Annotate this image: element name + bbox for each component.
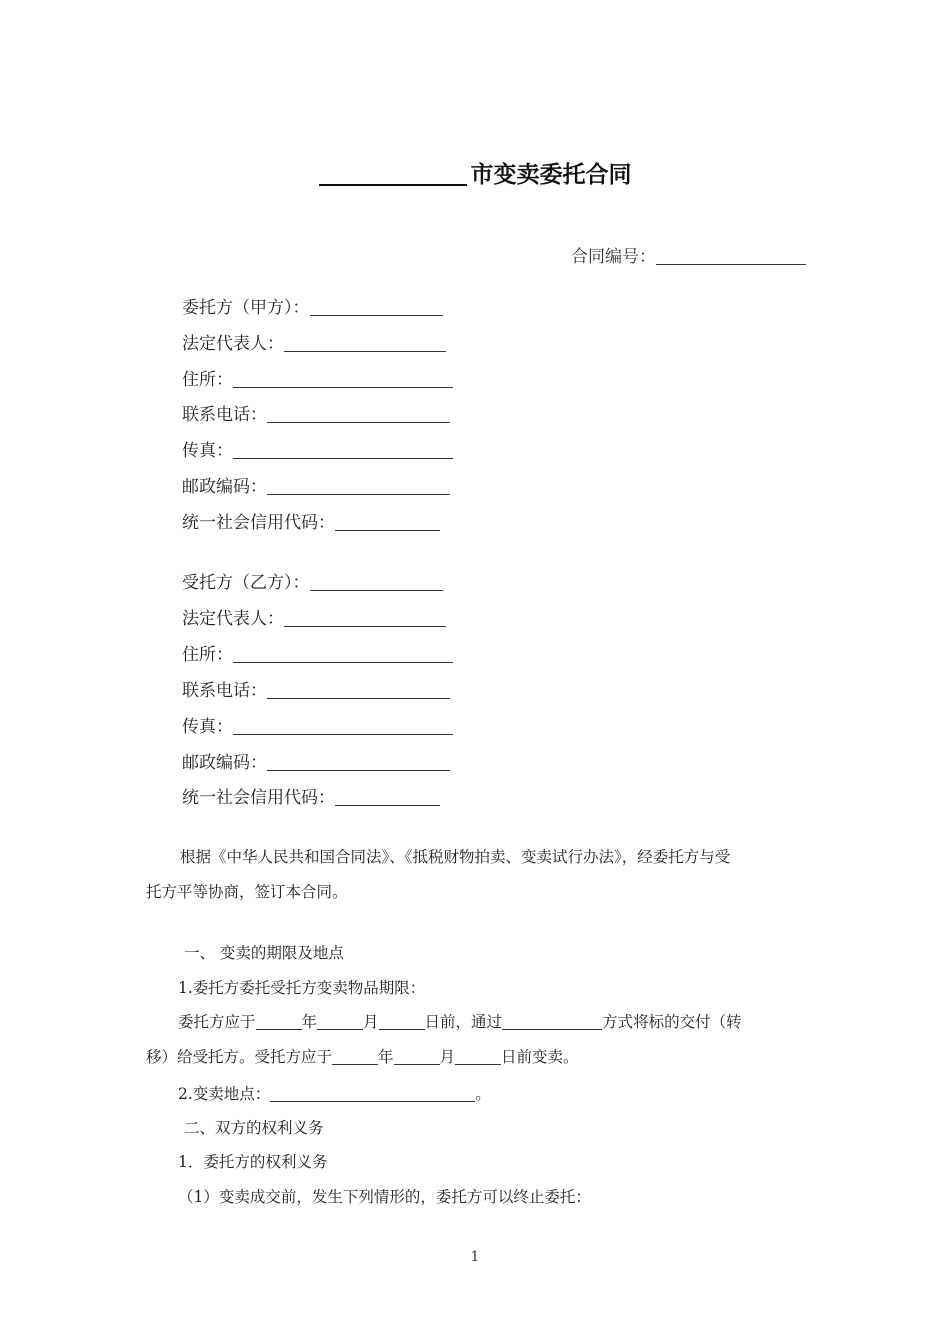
party-b-legal-rep-field[interactable] [284,608,446,627]
party-b-credit-code [182,783,440,808]
party-a-address-field[interactable] [233,369,453,388]
party-b-postcode-label: 邮政编码： [182,753,267,773]
page-number: 1 [470,1249,480,1265]
party-b-fax-field[interactable] [233,716,453,735]
party-b-phone [182,676,450,701]
month-label: 月 [363,1013,379,1031]
party-b-address-field[interactable] [233,644,453,663]
sale-location-label: 2.变卖地点： [178,1085,271,1103]
party-b-credit-code-field[interactable] [335,787,440,806]
party-a-address-label: 住所： [182,370,233,390]
party-a-heading [182,293,443,318]
party-a-legal-rep-field[interactable] [284,333,446,352]
sale-text-day: 日前变卖。 [501,1048,579,1066]
section-1-sale-line [146,1045,579,1067]
section-2-heading: 二、双方的权利义务 [184,1119,324,1137]
intro-line-2: 托方平等协商，签订本合同。 [146,883,348,901]
party-a-postcode [182,472,450,497]
section-1-delivery-line [178,1010,742,1032]
party-a-fax-label: 传真： [182,441,233,461]
contract-number [571,242,806,267]
party-a-credit-code-label: 统一社会信用代码： [182,513,335,533]
sale-location-end: 。 [475,1085,491,1103]
party-a-credit-code [182,508,440,533]
party-b-phone-field[interactable] [267,680,450,699]
sale-month-field[interactable] [394,1046,440,1065]
party-b-address [182,640,453,665]
party-a-phone-label: 联系电话： [182,405,267,425]
party-a-legal-rep-label: 法定代表人： [182,334,284,354]
party-b-heading-label: 受托方（乙方）： [182,573,310,593]
party-a-address [182,365,453,390]
title-text: 市变卖委托合同 [470,162,632,188]
party-a-phone-field[interactable] [267,404,450,423]
section-2-item-1: 1．委托方的权利义务 [178,1153,328,1171]
party-b-postcode-field[interactable] [267,752,450,771]
delivery-day-field[interactable] [379,1011,425,1030]
party-b-name-field[interactable] [310,572,443,591]
section-2-sub-1: （1）变卖成交前，发生下列情形的，委托方可以终止委托： [178,1188,591,1206]
sale-year-field[interactable] [332,1046,378,1065]
delivery-text-b: 方式将标的交付（转 [602,1013,742,1031]
sale-text-a: 移）给受托方。受托方应于 [146,1048,333,1066]
party-b-postcode [182,748,450,773]
intro-line-1: 根据《中华人民共和国合同法》、《抵税财物拍卖、变卖试行办法》，经委托方与受 [180,848,731,866]
contract-number-field[interactable] [656,246,806,265]
year-label: 年 [301,1013,318,1031]
delivery-text-a: 委托方应于 [178,1013,256,1031]
party-b-legal-rep [182,604,446,629]
sale-year-label: 年 [378,1048,394,1066]
party-b-address-label: 住所： [182,645,233,665]
party-b-credit-code-label: 统一社会信用代码： [182,788,335,808]
section-1-item-1: 1.委托方委托受托方变卖物品期限： [178,979,426,997]
party-b-fax-label: 传真： [182,717,233,737]
delivery-method-field[interactable] [502,1011,602,1030]
party-a-heading-label: 委托方（甲方）： [182,298,310,318]
delivery-month-field[interactable] [317,1011,363,1030]
city-blank[interactable] [319,158,467,186]
party-a-phone [182,400,450,425]
party-b-legal-rep-label: 法定代表人： [182,609,284,629]
delivery-year-field[interactable] [256,1011,302,1030]
party-a-name-field[interactable] [310,297,443,316]
delivery-text-day: 日前，通过 [424,1013,503,1031]
party-a-fax-field[interactable] [233,440,453,459]
party-a-fax [182,436,453,461]
party-a-postcode-field[interactable] [267,476,450,495]
party-a-postcode-label: 邮政编码： [182,477,267,497]
sale-location-field[interactable] [270,1083,475,1102]
party-b-phone-label: 联系电话： [182,681,267,701]
party-a-legal-rep [182,329,446,354]
contract-number-label: 合同编号： [571,247,656,267]
section-1-item-2 [178,1082,491,1104]
section-1-heading: 一、 变卖的期限及地点 [184,944,344,962]
sale-day-field[interactable] [455,1046,501,1065]
document-title [0,156,950,189]
sale-month-label: 月 [439,1048,456,1066]
party-b-heading [182,568,443,593]
party-a-credit-code-field[interactable] [335,512,440,531]
party-b-fax [182,712,453,737]
